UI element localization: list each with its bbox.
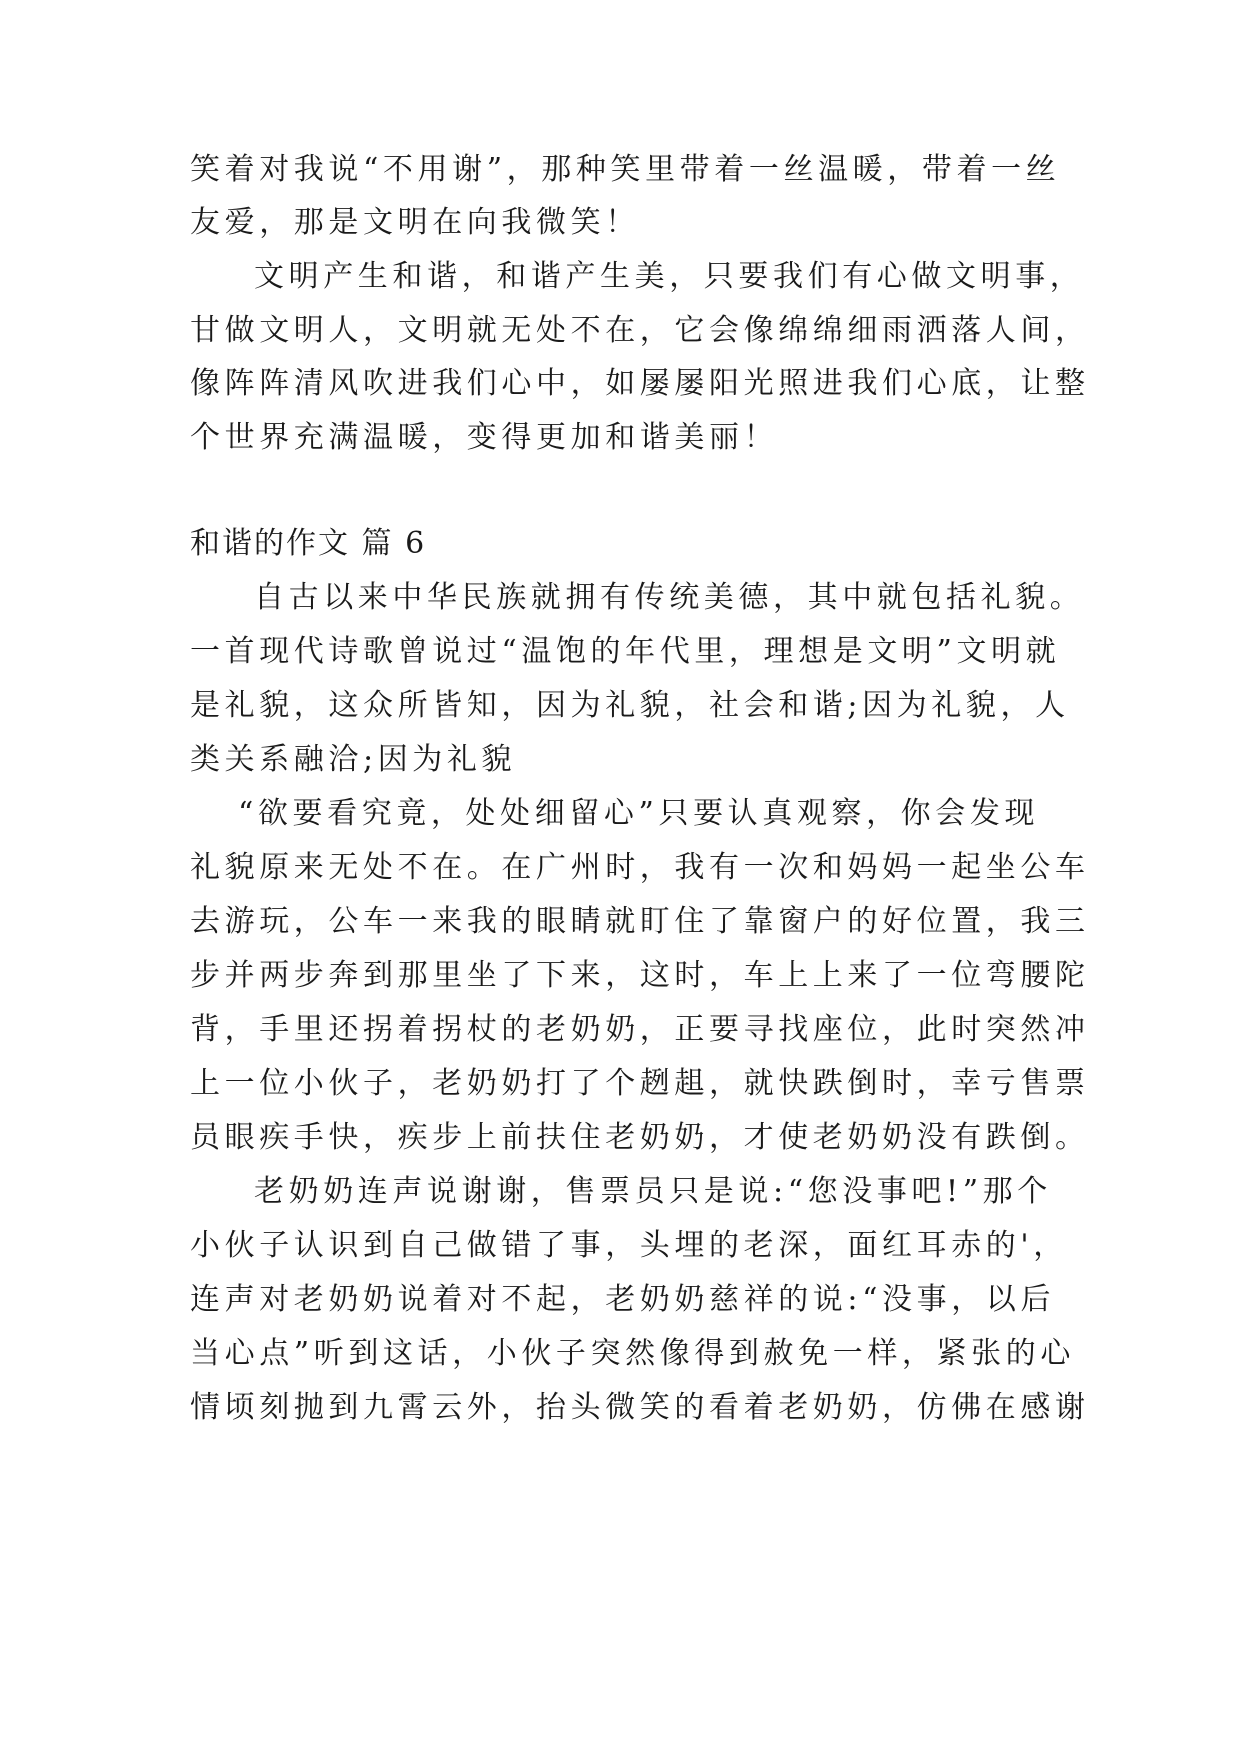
text-line: 甘做文明人，文明就无处不在，它会像绵绵细雨洒落人间， <box>190 313 1090 348</box>
text-line: 情顷刻抛到九霄云外，抬头微笑的看着老奶奶，仿佛在感谢 <box>190 1390 1090 1425</box>
text-line: 一首现代诗歌曾说过“温饱的年代里，理想是文明”文明就 <box>190 634 1061 669</box>
text-line: 员眼疾手快，疾步上前扶住老奶奶，才使老奶奶没有跌倒。 <box>190 1120 1090 1155</box>
text-line: 去游玩，公车一来我的眼睛就盯住了靠窗户的好位置，我三 <box>190 904 1090 939</box>
text-line: 友爱，那是文明在向我微笑！ <box>190 205 640 240</box>
paragraph-first-line: 文明产生和谐，和谐产生美，只要我们有心做文明事， <box>254 259 1085 294</box>
text-line: 笑着对我说“不用谢”，那种笑里带着一丝温暖，带着一丝 <box>190 152 1061 187</box>
text-line: 类关系融洽;因为礼貌 <box>190 742 517 777</box>
text-line: 是礼貌，这众所皆知，因为礼貌，社会和谐;因为礼貌，人 <box>190 688 1070 723</box>
section-heading: 和谐的作文 篇 6 <box>190 526 427 561</box>
text-line: 个世界充满温暖，变得更加和谐美丽！ <box>190 420 779 455</box>
text-line: 背，手里还拐着拐杖的老奶奶，正要寻找座位，此时突然冲 <box>190 1012 1090 1047</box>
text-line: 连声对老奶奶说着对不起，老奶奶慈祥的说:“没事，以后 <box>190 1282 1056 1317</box>
text-line: 礼貌原来无处不在。在广州时，我有一次和妈妈一起坐公车 <box>190 850 1090 885</box>
paragraph-first-line: 自古以来中华民族就拥有传统美德，其中就包括礼貌。 <box>254 580 1085 615</box>
paragraph-first-line: 老奶奶连声说谢谢，售票员只是说:“您没事吧!”那个 <box>254 1174 1052 1209</box>
text-line: 当心点”听到这话，小伙子突然像得到赦免一样，紧张的心 <box>190 1336 1075 1371</box>
text-line: 像阵阵清风吹进我们心中，如屡屡阳光照进我们心底，让整 <box>190 366 1090 401</box>
text-line: 小伙子认识到自己做错了事，头埋的老深，面红耳赤的'， <box>190 1228 1068 1263</box>
text-line: 上一位小伙子，老奶奶打了个趔趄，就快跌倒时，幸亏售票 <box>190 1066 1090 1101</box>
paragraph-first-line: “欲要看究竟，处处细留心”只要认真观察，你会发现 <box>238 796 1040 831</box>
text-line: 步并两步奔到那里坐了下来，这时，车上上来了一位弯腰陀 <box>190 958 1090 993</box>
